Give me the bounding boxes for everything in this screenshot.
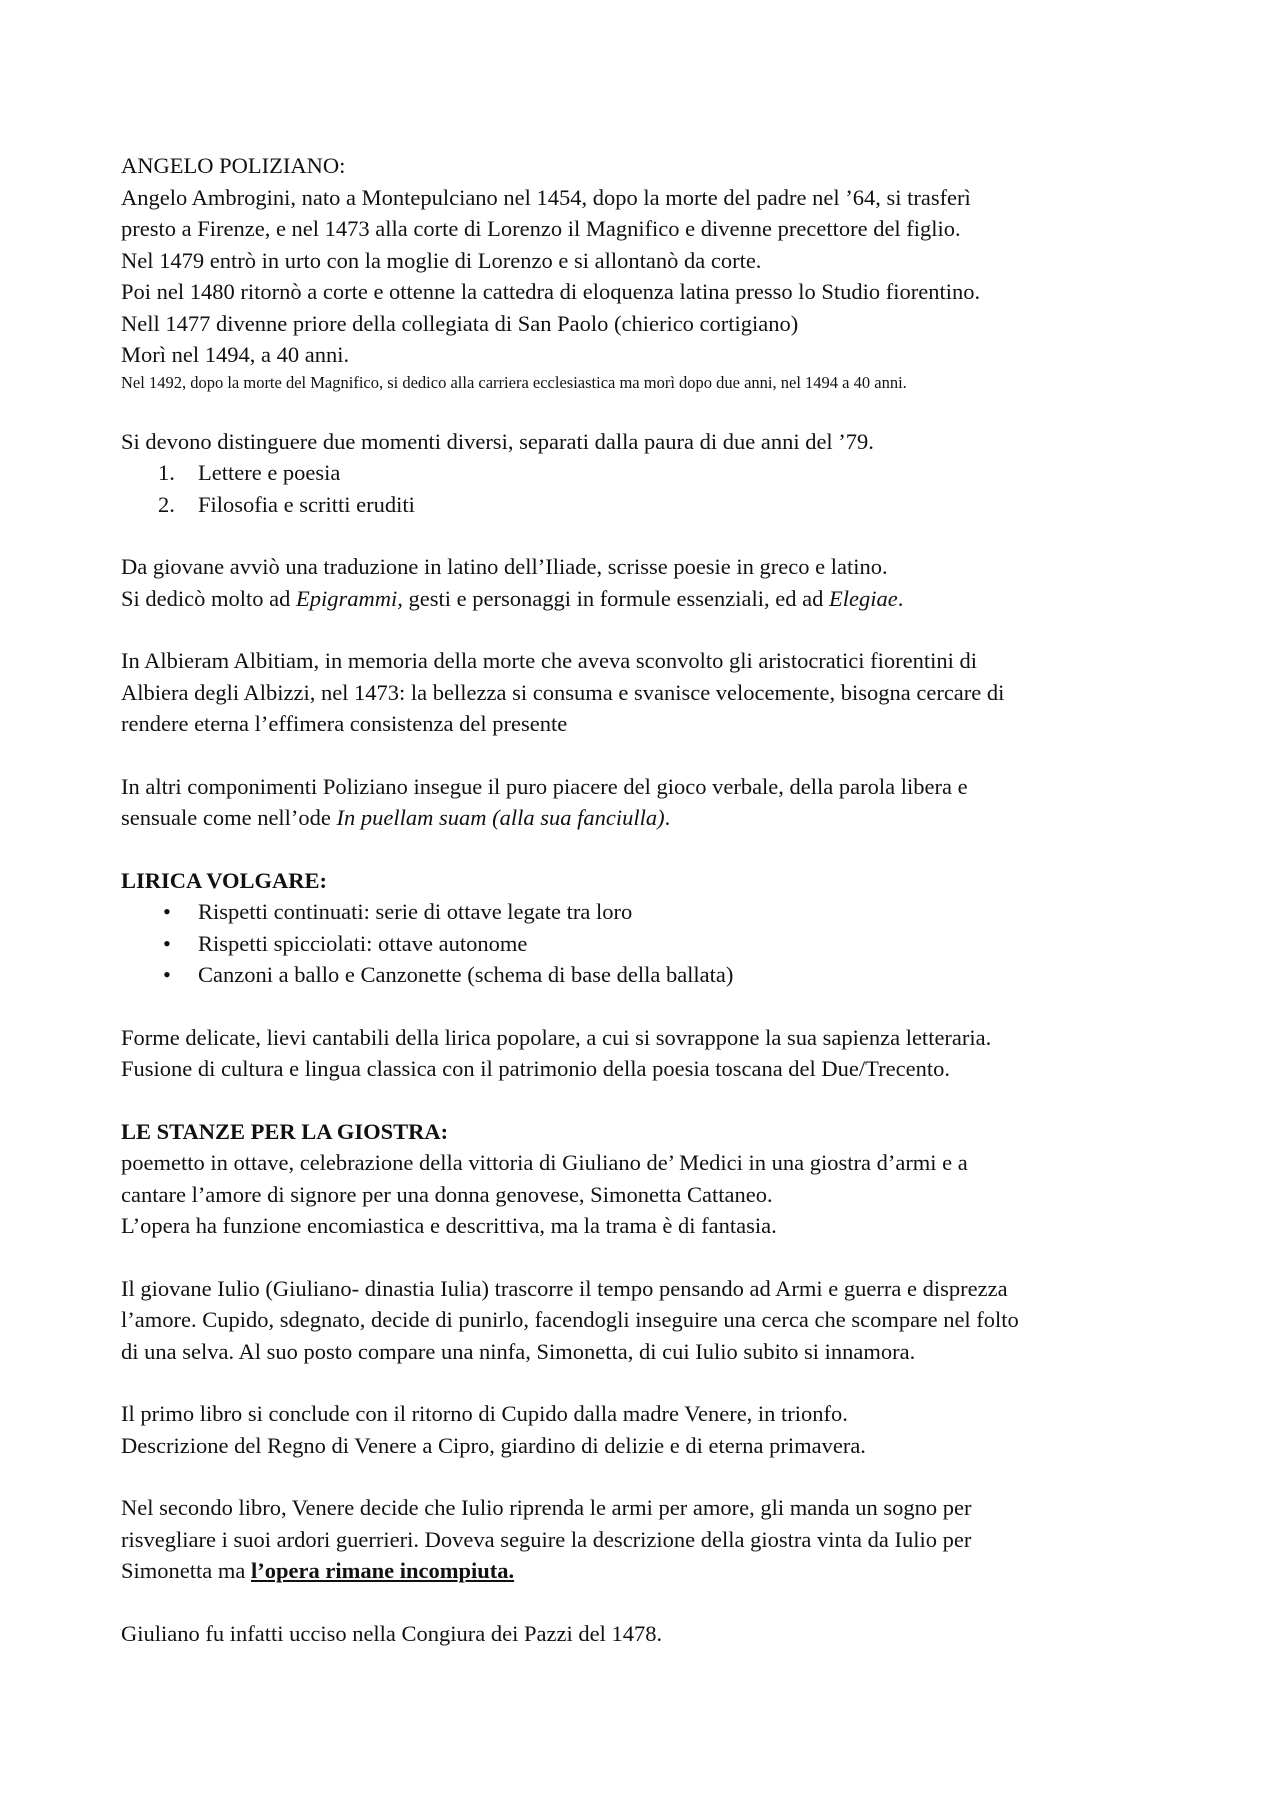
list-number: 1. (158, 460, 175, 485)
list-item-text: Lettere e poesia (198, 460, 341, 485)
youth-section (121, 551, 1181, 614)
section-heading: LE STANZE PER LA GIOSTRA: (121, 1118, 449, 1144)
primo-line: Il primo libro si conclude con il ritorno di Cupido dalla madre Venere, in trionfo. (121, 1401, 848, 1426)
bio-line: Morì nel 1494, a 40 anni. (121, 342, 350, 367)
paragraph-gap (121, 740, 1181, 771)
list-item-text: Canzoni a ballo e Canzonette (schema di base della ballata) (198, 962, 734, 987)
biography-section (121, 150, 1181, 395)
stanze-line: poemetto in ottave, celebrazione della vittoria di Giuliano de’ Medici in una giostra d’armi e a (121, 1150, 968, 1175)
italic-title: Elegiae (828, 585, 898, 611)
forme-line: Forme delicate, lievi cantabili della lirica popolare, a cui si sovrappone la sua sapienza letteraria. (121, 1024, 992, 1050)
youth-line: Da giovane avviò una traduzione in latino dell’Iliade, scrisse poesie in greco e latino. (121, 554, 888, 579)
document-page (121, 150, 1181, 1649)
stanze-line: L’opera ha funzione encomiastica e descrittiva, ma la trama è di fantasia. (121, 1213, 777, 1238)
italic-title: Epigrammi, (295, 585, 403, 611)
iulio-section (121, 1273, 1181, 1368)
moments-intro: Si devono distinguere due momenti diversi, separati dalla paura di due anni del ’79. (121, 428, 874, 454)
bio-small-note: Nel 1492, dopo la morte del Magnifico, si dedico alla carriera ecclesiastica ma morì dopo due anni, nel 1494 a 40 anni. (121, 372, 907, 392)
list-item (121, 959, 1181, 991)
emphasis-text: l’opera rimane incompiuta. (250, 1558, 515, 1583)
iulio-line: l’amore. Cupido, sdegnato, decide di punirlo, facendogli inseguire una cerca che scompare nel folto (121, 1307, 1019, 1332)
secondo-line: risvegliare i suoi ardori guerrieri. Doveva seguire la descrizione della giostra vinta da Iulio per (121, 1526, 972, 1552)
albiera-line: In Albieram Albitiam, in memoria della morte che aveva sconvolto gli aristocratici fiorentini di (121, 648, 977, 673)
secondo-line: Nel secondo libro, Venere decide che Iulio riprenda le armi per amore, gli manda un sogno per (121, 1495, 972, 1520)
forme-section (121, 1022, 1181, 1085)
paragraph-gap (121, 1587, 1181, 1618)
bio-line: Poi nel 1480 ritornò a corte e ottenne la cattedra di eloquenza latina presso lo Studio fiorentino. (121, 279, 981, 304)
stanze-section (121, 1116, 1181, 1242)
moments-list (121, 457, 1181, 520)
paragraph-gap (121, 1242, 1181, 1273)
document-title: ANGELO POLIZIANO: (121, 153, 346, 178)
moments-section (121, 426, 1181, 521)
paragraph-gap (121, 834, 1181, 865)
bio-line: Nel 1479 entrò in urto con la moglie di Lorenzo e si allontanò da corte. (121, 247, 762, 273)
forme-line: Fusione di cultura e lingua classica con il patrimonio della poesia toscana del Due/Trecento. (121, 1056, 950, 1081)
paragraph-gap (121, 520, 1181, 551)
bullet-icon: • (163, 930, 171, 956)
albiera-line: rendere eterna l’effimera consistenza del presente (121, 711, 568, 736)
bio-line: Nell 1477 divenne priore della collegiata di San Paolo (chierico cortigiano) (121, 310, 799, 336)
text-run: . (897, 585, 904, 611)
altri-line (121, 802, 1181, 834)
list-number: 2. (158, 491, 175, 517)
secondo-line (121, 1555, 1181, 1587)
list-item (121, 928, 1181, 960)
list-item-text: Filosofia e scritti eruditi (198, 491, 415, 517)
paragraph-gap (121, 395, 1181, 426)
giuliano-line: Giuliano fu infatti ucciso nella Congiura dei Pazzi del 1478. (121, 1620, 663, 1646)
youth-line (121, 583, 1181, 615)
text-run: Si dedicò molto ad (121, 585, 296, 611)
albiera-line: Albiera degli Albizzi, nel 1473: la bellezza si consuma e svanisce velocemente, bisogna cercare di (121, 679, 1005, 705)
altri-section (121, 771, 1181, 834)
list-item (121, 896, 1181, 928)
giuliano-section (121, 1618, 1181, 1650)
text-run: Simonetta ma (121, 1558, 251, 1583)
italic-title: In puellam suam (alla sua fanciulla) (336, 805, 665, 830)
bullet-icon: • (163, 962, 171, 987)
text-run: sensuale come nell’ode (121, 805, 337, 830)
list-item-text: Rispetti continuati: serie di ottave legate tra loro (198, 899, 633, 924)
text-run: . (664, 805, 671, 830)
secondo-libro-section (121, 1492, 1181, 1587)
section-heading: LIRICA VOLGARE: (121, 867, 328, 893)
paragraph-gap (121, 1367, 1181, 1398)
altri-line: In altri componimenti Poliziano insegue il puro piacere del gioco verbale, della parola libera e (121, 773, 968, 799)
paragraph-gap (121, 991, 1181, 1022)
albiera-section (121, 645, 1181, 740)
list-item (121, 489, 1181, 521)
bio-line: Angelo Ambrogini, nato a Montepulciano nel 1454, dopo la morte del padre nel ’64, si trasferì (121, 184, 971, 210)
iulio-line: Il giovane Iulio (Giuliano- dinastia Iulia) trascorre il tempo pensando ad Armi e guerra e disprezza (121, 1275, 1008, 1301)
list-item (121, 457, 1181, 489)
bio-line: presto a Firenze, e nel 1473 alla corte di Lorenzo il Magnifico e divenne precettore del figlio. (121, 216, 961, 241)
paragraph-gap (121, 1461, 1181, 1492)
iulio-line: di una selva. Al suo posto compare una ninfa, Simonetta, di cui Iulio subito si innamora. (121, 1338, 916, 1364)
paragraph-gap (121, 614, 1181, 645)
bullet-icon: • (163, 899, 171, 924)
text-run: gesti e personaggi in formule essenziali, ed ad (402, 585, 829, 611)
lirica-section (121, 865, 1181, 991)
lirica-list (121, 896, 1181, 991)
stanze-line: cantare l’amore di signore per una donna genovese, Simonetta Cattaneo. (121, 1181, 773, 1207)
paragraph-gap (121, 1085, 1181, 1116)
primo-line: Descrizione del Regno di Venere a Cipro, giardino di delizie e di eterna primavera. (121, 1432, 866, 1458)
list-item-text: Rispetti spicciolati: ottave autonome (198, 930, 528, 956)
primo-libro-section (121, 1398, 1181, 1461)
